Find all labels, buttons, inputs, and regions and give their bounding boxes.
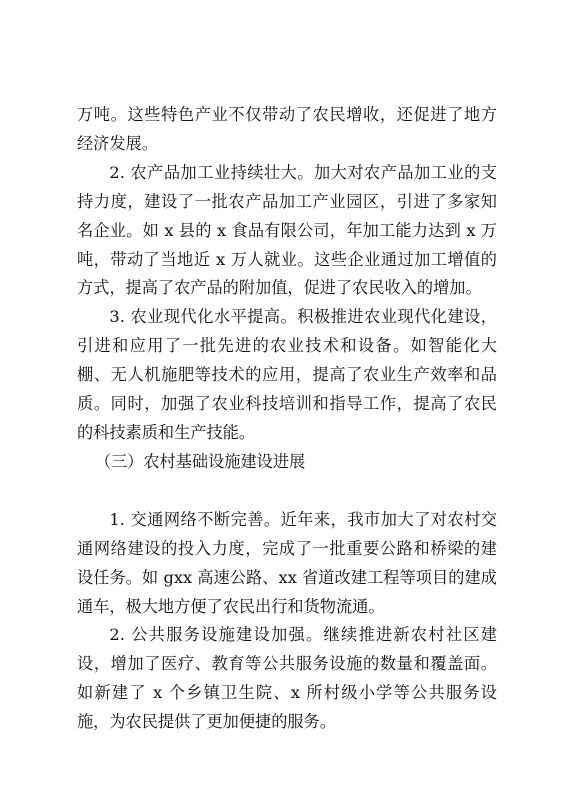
section-heading: （三）农村基础设施建设进展 xyxy=(94,451,306,471)
paragraph-continuation: 万吨。这些特色产业不仅带动了农民增收，还促进了地方经济发展。 xyxy=(77,105,497,153)
paragraph-agri-modernization: 3. 农业现代化水平提高。积极推进农业现代化建设，引进和应用了一批先进的农业技术和设备。如智能化大棚、无人机施肥等技术的应用，提高了农业生产效率和品质。同时，加强了农业科技培训和指导工作，提高了农民的科技素质和生产技能。 xyxy=(77,307,497,442)
paragraph-transport-network: 1. 交通网络不断完善。近年来，我市加大了对农村交通网络建设的投入力度，完成了一批重要公路和桥梁的建设任务。如 gxx 高速公路、xx 省道改建工程等项目的建成通车，极大地方便了农民出行和货物流通。 xyxy=(77,509,497,616)
paragraph-processing-industry: 2. 农产品加工业持续壮大。加大对农产品加工业的支持力度，建设了一批农产品加工产业园区，引进了多家知名企业。如 x 县的 x 食品有限公司，年加工能力达到 x 万吨，带动了当地近 x 万人就业。这些企业通过加工增值的方式，提高了农产品的附加值，促进了农民收入的增加。 xyxy=(77,162,497,298)
document-body xyxy=(77,101,497,737)
paragraph-public-services: 2. 公共服务设施建设加强。继续推进新农村社区建设，增加了医疗、教育等公共服务设施的数量和覆盖面。如新建了 x 个乡镇卫生院、x 所村级小学等公共服务设施，为农民提供了更加便捷的服务。 xyxy=(77,625,497,732)
